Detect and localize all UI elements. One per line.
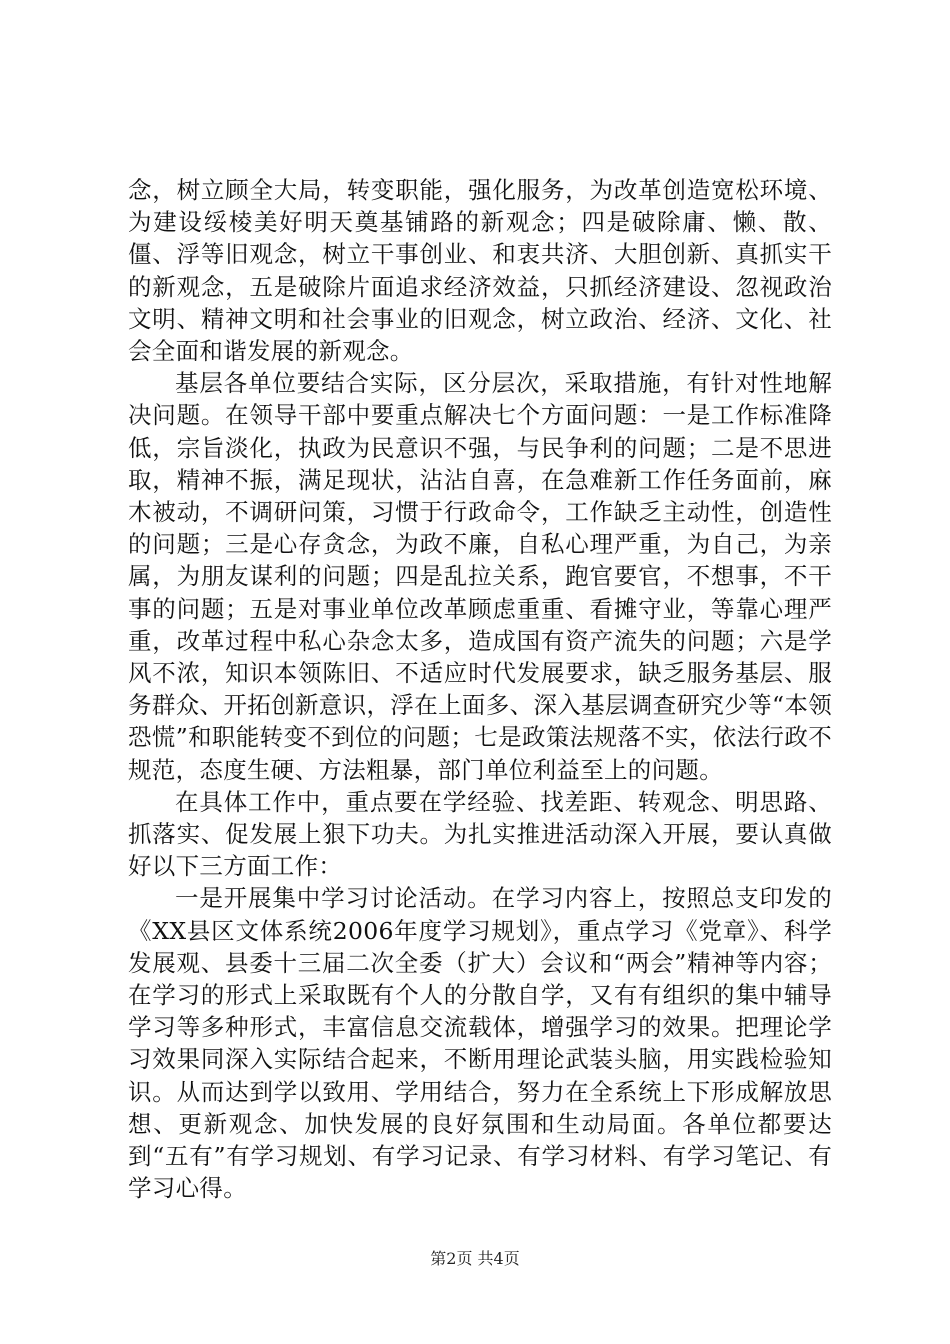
- paragraph-2: 基层各单位要结合实际，区分层次，采取措施，有针对性地解决问题。在领导干部中要重点解决七个方面问题：一是工作标准降低，宗旨淡化，执政为民意识不强，与民争利的问题；二是不思进取，精神不振，满足现状，沾沾自喜，在急难新工作任务面前，麻木被动，不调研问策，习惯于行政命令，工作缺乏主动性，创造性的问题；三是心存贪念，为政不廉，自私心理严重，为自己，为亲属，为朋友谋利的问题；四是乱拉关系，跑官要官，不想事，不干事的问题；五是对事业单位改革顾虑重重、看摊守业，等靠心理严重，改革过程中私心杂念太多，造成国有资产流失的问题；六是学风不浓，知识本领陈旧、不适应时代发展要求，缺乏服务基层、服务群众、开拓创新意识，浮在上面多、深入基层调查研究少等“本领恐慌”和职能转变不到位的问题；七是政策法规落不实，依法行政不规范，态度生硬、方法粗暴，部门单位利益至上的问题。: [128, 369, 832, 784]
- page-number-footer: 第2页 共4页: [430, 1249, 520, 1268]
- document-body: [128, 174, 832, 1205]
- paragraph-3: 在具体工作中，重点要在学经验、找差距、转观念、明思路、抓落实、促发展上狠下功夫。为扎实推进活动深入开展，要认真做好以下三方面工作：: [128, 787, 832, 881]
- paragraph-1: 念，树立顾全大局，转变职能，强化服务，为改革创造宽松环境、为建设绥棱美好明天奠基铺路的新观念；四是破除庸、懒、散、僵、浮等旧观念，树立干事创业、和衷共济、大胆创新、真抓实干的新观念，五是破除片面追求经济效益，只抓经济建设、忽视政治文明、精神文明和社会事业的旧观念，树立政治、经济、文化、社会全面和谐发展的新观念。: [128, 176, 832, 366]
- paragraph-4: 一是开展集中学习讨论活动。在学习内容上，按照总支印发的《XX县区文体系统2006年度学习规划》，重点学习《党章》、科学发展观、县委十三届二次全委（扩大）会议和“两会”精神等内容；在学习的形式上采取既有个人的分散自学，又有有组织的集中辅导学习等多种形式，丰富信息交流载体，增强学习的效果。把理论学习效果同深入实际结合起来，不断用理论武装头脑，用实践检验知识。从而达到学以致用、学用结合，努力在全系统上下形成解放思想、更新观念、加快发展的良好氛围和生动局面。各单位都要达到“五有”有学习规划、有学习记录、有学习材料、有学习笔记、有学习心得。: [128, 884, 832, 1203]
